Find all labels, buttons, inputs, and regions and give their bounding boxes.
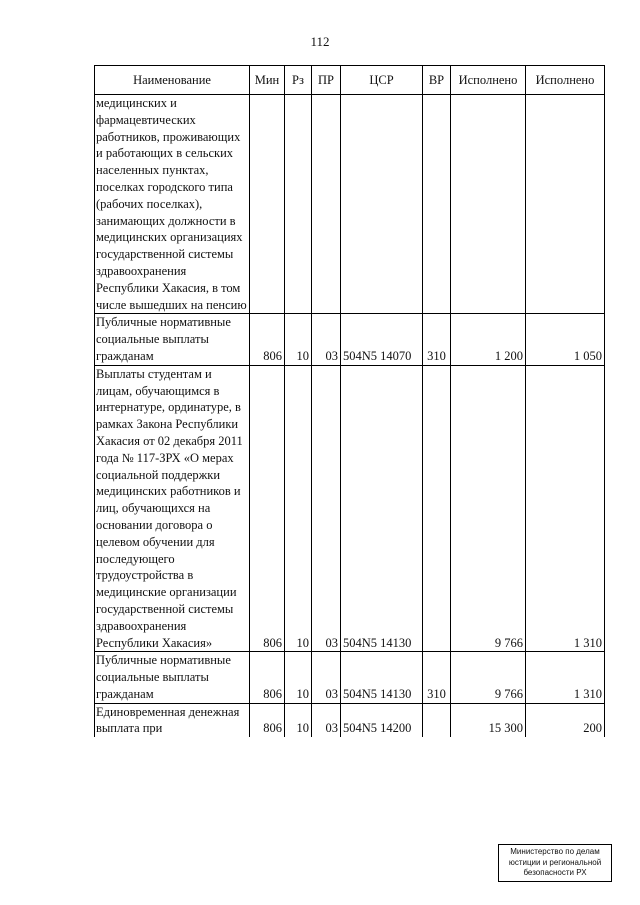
row-vr bbox=[423, 703, 451, 737]
header-name: Наименование bbox=[95, 66, 250, 95]
stamp-line-2: юстиции и региональной bbox=[508, 857, 602, 867]
row-csr bbox=[341, 95, 423, 314]
header-done-1: Исполнено bbox=[451, 66, 526, 95]
ministry-stamp bbox=[498, 844, 612, 882]
row-name: Публичные нормативные социальные выплаты гражданам bbox=[95, 652, 250, 703]
row-rz bbox=[285, 95, 312, 314]
row-vr: 310 bbox=[423, 652, 451, 703]
table-row bbox=[95, 703, 605, 737]
page-number: 112 bbox=[310, 34, 330, 49]
row-min bbox=[250, 95, 285, 314]
row-done-1: 9 766 bbox=[451, 652, 526, 703]
row-done-2: 1 310 bbox=[526, 365, 605, 652]
row-vr bbox=[423, 365, 451, 652]
row-rz: 10 bbox=[285, 703, 312, 737]
stamp-line-1: Министерство по делам bbox=[510, 847, 600, 856]
table-header-row bbox=[95, 66, 605, 95]
row-done-2: 1 050 bbox=[526, 314, 605, 365]
header-min: Мин bbox=[250, 66, 285, 95]
row-done-1 bbox=[451, 95, 526, 314]
row-pr: 03 bbox=[312, 652, 341, 703]
row-csr: 504N5 14200 bbox=[341, 703, 423, 737]
header-pr: ПР bbox=[312, 66, 341, 95]
budget-table bbox=[94, 65, 605, 737]
row-name: Единовременная денежная выплата при bbox=[95, 703, 250, 737]
row-csr: 504N5 14130 bbox=[341, 365, 423, 652]
row-done-2: 200 bbox=[526, 703, 605, 737]
row-csr: 504N5 14130 bbox=[341, 652, 423, 703]
row-pr: 03 bbox=[312, 314, 341, 365]
header-csr: ЦСР bbox=[341, 66, 423, 95]
row-min: 806 bbox=[250, 365, 285, 652]
row-rz: 10 bbox=[285, 652, 312, 703]
row-done-1: 1 200 bbox=[451, 314, 526, 365]
row-pr: 03 bbox=[312, 703, 341, 737]
row-pr bbox=[312, 95, 341, 314]
row-done-2 bbox=[526, 95, 605, 314]
header-done-2: Исполнено bbox=[526, 66, 605, 95]
row-csr: 504N5 14070 bbox=[341, 314, 423, 365]
table-row bbox=[95, 365, 605, 652]
row-rz: 10 bbox=[285, 314, 312, 365]
row-vr bbox=[423, 95, 451, 314]
row-name: Публичные нормативные социальные выплаты гражданам bbox=[95, 314, 250, 365]
row-pr: 03 bbox=[312, 365, 341, 652]
row-min: 806 bbox=[250, 314, 285, 365]
row-min: 806 bbox=[250, 652, 285, 703]
row-name: медицинских и фармацевтических работников, проживающих и работающих в сельских населенных пунктах, поселках городского типа (рабочих поселках), занимающих должности в медицинских организациях государственной системы здравоохранения Республики Хакасия, в том числе вышедших на пенсию bbox=[95, 95, 250, 314]
stamp-line-3: безопасности РХ bbox=[523, 868, 587, 877]
header-vr: ВР bbox=[423, 66, 451, 95]
table-row bbox=[95, 652, 605, 703]
row-vr: 310 bbox=[423, 314, 451, 365]
header-rz: Рз bbox=[285, 66, 312, 95]
row-done-2: 1 310 bbox=[526, 652, 605, 703]
table-row bbox=[95, 95, 605, 314]
row-done-1: 9 766 bbox=[451, 365, 526, 652]
table-row bbox=[95, 314, 605, 365]
row-name: Выплаты студентам и лицам, обучающимся в интернатуре, ординатуре, в рамках Закона Республики Хакасия от 02 декабря 2011 года № 117-ЗРХ «О мерах социальной поддержки медицинских работников и лиц, обучающихся на основании договора о целевом обучении для последующего трудоустройства в медицинские организации государственной системы здравоохранения Республики Хакасия» bbox=[95, 365, 250, 652]
row-done-1: 15 300 bbox=[451, 703, 526, 737]
row-rz: 10 bbox=[285, 365, 312, 652]
row-min: 806 bbox=[250, 703, 285, 737]
